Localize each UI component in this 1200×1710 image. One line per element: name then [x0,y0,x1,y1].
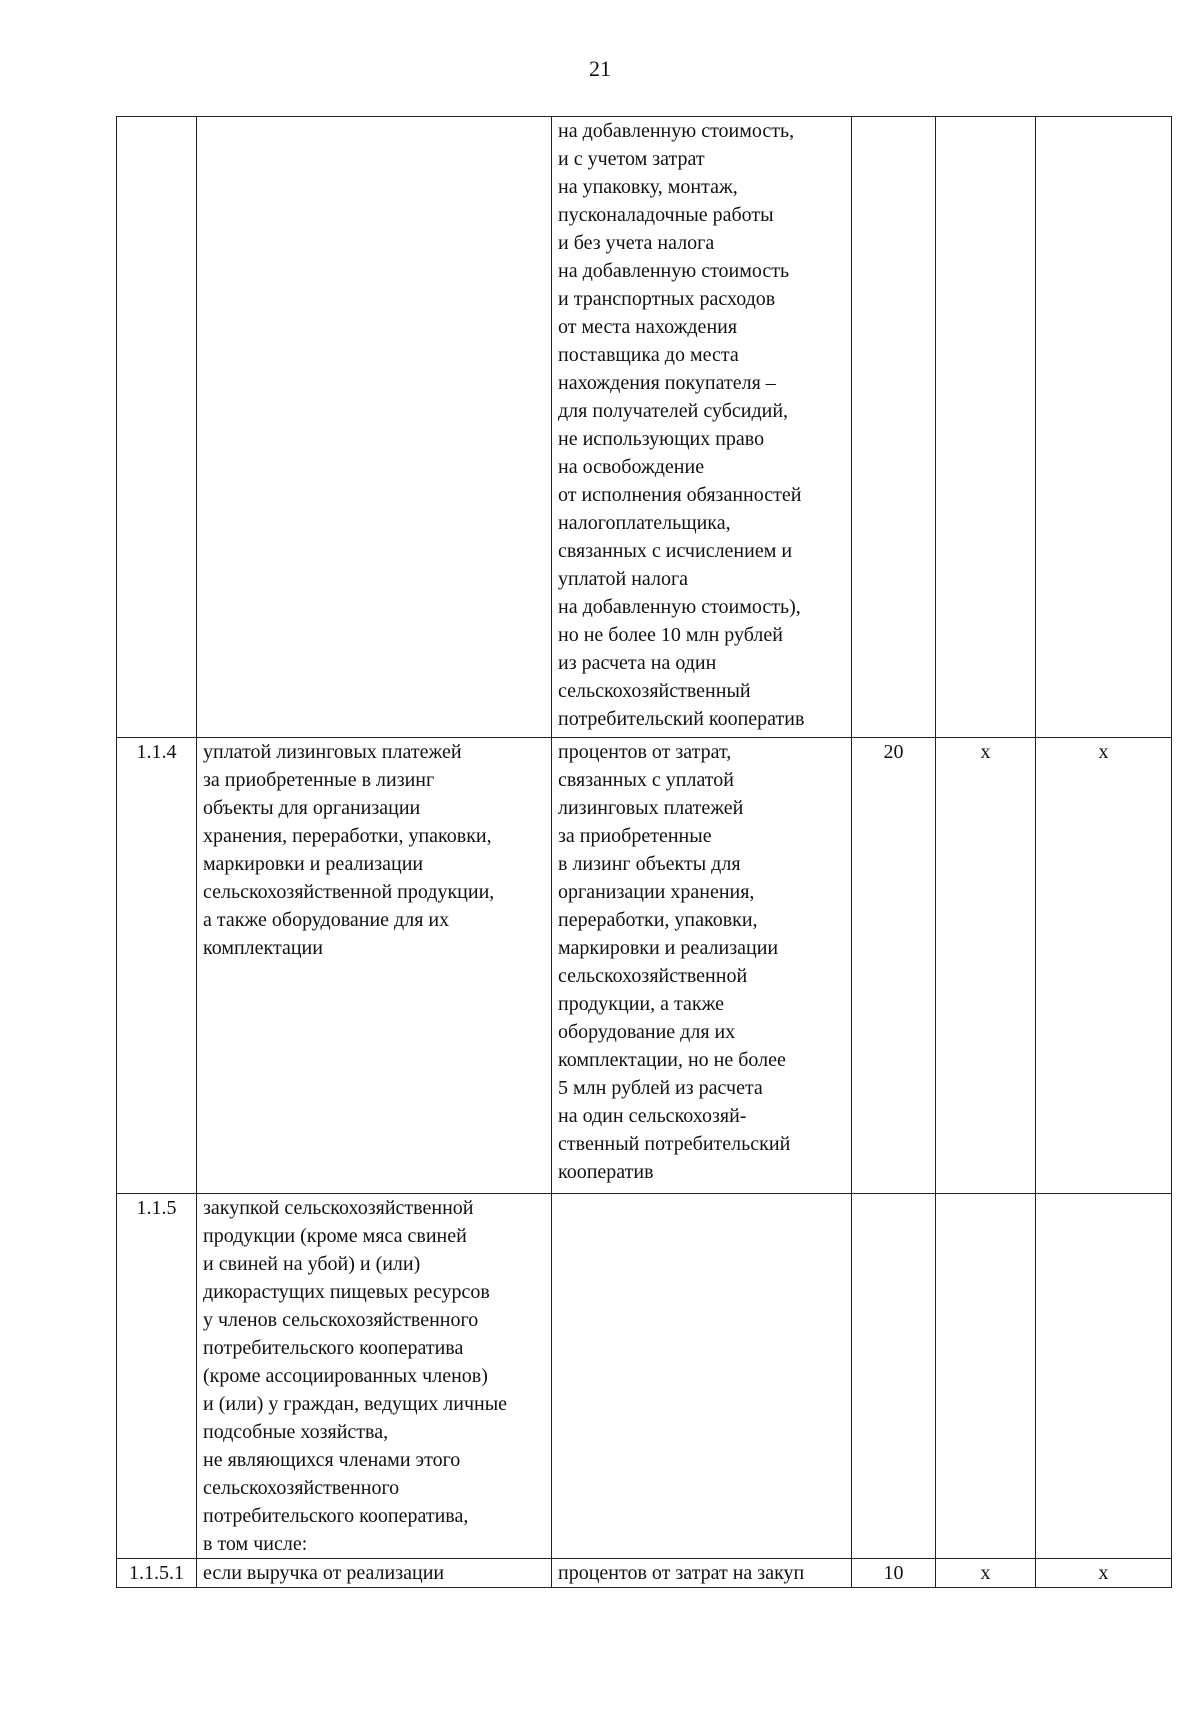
row-name [197,738,552,1194]
basis-line: сельскохозяйственной [558,965,748,987]
row-col6: x [1036,1559,1172,1588]
name-line: не являющихся членами этого [203,1449,461,1471]
name-line: комплектации [203,937,323,959]
name-line: а также оборудование для их [203,909,450,931]
basis-line: лизинговых платежей [558,797,744,819]
basis-line: и транспортных расходов [558,288,776,310]
row-col6: x [1036,738,1172,1194]
row-value: 20 [852,738,936,1194]
row-name [197,117,552,738]
page-number: 21 [589,56,611,81]
name-line: за приобретенные в лизинг [203,769,435,791]
basis-line: нахождения покупателя – [558,372,776,394]
basis-line: из расчета на один [558,652,717,674]
row-number [117,117,197,738]
table-row [117,1559,1172,1588]
basis-line: на добавленную стоимость, [558,120,795,142]
basis-line: пусконаладочные работы [558,204,774,226]
basis-line: переработки, упаковки, [558,909,758,931]
basis-line: ственный потребительский [558,1133,791,1155]
row-value: 10 [852,1559,936,1588]
basis-line: организации хранения, [558,881,755,903]
row-number: 1.1.5.1 [117,1559,197,1588]
name-line: хранения, переработки, упаковки, [203,825,492,847]
row-value [852,1194,936,1559]
name-line: если выручка от реализации [203,1562,445,1584]
basis-line: потребительский кооператив [558,708,805,730]
basis-line: поставщика до места [558,344,739,366]
basis-line: 5 млн рублей из расчета [558,1077,763,1099]
basis-line: на добавленную стоимость [558,260,790,282]
name-line: (кроме ассоциированных членов) [203,1365,488,1387]
basis-line: не использующих право [558,428,765,450]
basis-line: в лизинг объекты для [558,853,741,875]
name-line: продукции (кроме мяса свиней [203,1225,467,1247]
basis-line: уплатой налога [558,568,689,590]
basis-line: на освобождение [558,456,705,478]
name-line: сельскохозяйственного [203,1477,400,1499]
basis-line: процентов от затрат на закуп [558,1562,805,1584]
name-line: уплатой лизинговых платежей [203,741,462,763]
basis-line: налогоплательщика, [558,512,731,534]
name-line: потребительского кооператива, [203,1505,469,1527]
basis-line: от места нахождения [558,316,738,338]
name-line: потребительского кооператива [203,1337,464,1359]
basis-line: комплектации, но не более [558,1049,786,1071]
basis-line: связанных с уплатой [558,769,734,791]
name-line: в том числе: [203,1533,308,1555]
basis-line: на один сельскохозяй- [558,1105,747,1127]
basis-line: оборудование для их [558,1021,736,1043]
basis-line: от исполнения обязанностей [558,484,802,506]
basis-line: на добавленную стоимость), [558,596,801,618]
table-row [117,117,1172,738]
row-col5 [936,1194,1036,1559]
subsidy-table [116,116,1172,1588]
row-name [197,1559,552,1588]
row-number: 1.1.5 [117,1194,197,1559]
row-value [852,117,936,738]
name-line: маркировки и реализации [203,853,424,875]
basis-line: сельскохозяйственный [558,680,751,702]
basis-line: но не более 10 млн рублей [558,624,783,646]
name-line: и (или) у граждан, ведущих личные [203,1393,508,1415]
basis-line: процентов от затрат, [558,741,732,763]
basis-line: связанных с исчислением и [558,540,793,562]
name-line: сельскохозяйственной продукции, [203,881,495,903]
row-basis [552,1559,852,1588]
row-col5: x [936,738,1036,1194]
row-name [197,1194,552,1559]
basis-line: продукции, а также [558,993,725,1015]
name-line: объекты для организации [203,797,421,819]
name-line: у членов сельскохозяйственного [203,1309,479,1331]
row-number: 1.1.4 [117,738,197,1194]
name-line: закупкой сельскохозяйственной [203,1197,474,1219]
row-col6 [1036,1194,1172,1559]
basis-line: для получателей субсидий, [558,400,789,422]
name-line: подсобные хозяйства, [203,1421,389,1443]
row-col5 [936,117,1036,738]
basis-line: кооператив [558,1161,654,1183]
row-basis [552,117,852,738]
table-row [117,1194,1172,1559]
basis-line: на упаковку, монтаж, [558,176,738,198]
name-line: и свиней на убой) и (или) [203,1253,421,1275]
name-line: дикорастущих пищевых ресурсов [203,1281,490,1303]
row-col5: x [936,1559,1036,1588]
row-col6 [1036,117,1172,738]
row-basis [552,738,852,1194]
table-row [117,738,1172,1194]
row-basis [552,1194,852,1559]
basis-line: и с учетом затрат [558,148,705,170]
basis-line: маркировки и реализации [558,937,779,959]
basis-line: и без учета налога [558,232,715,254]
basis-line: за приобретенные [558,825,712,847]
